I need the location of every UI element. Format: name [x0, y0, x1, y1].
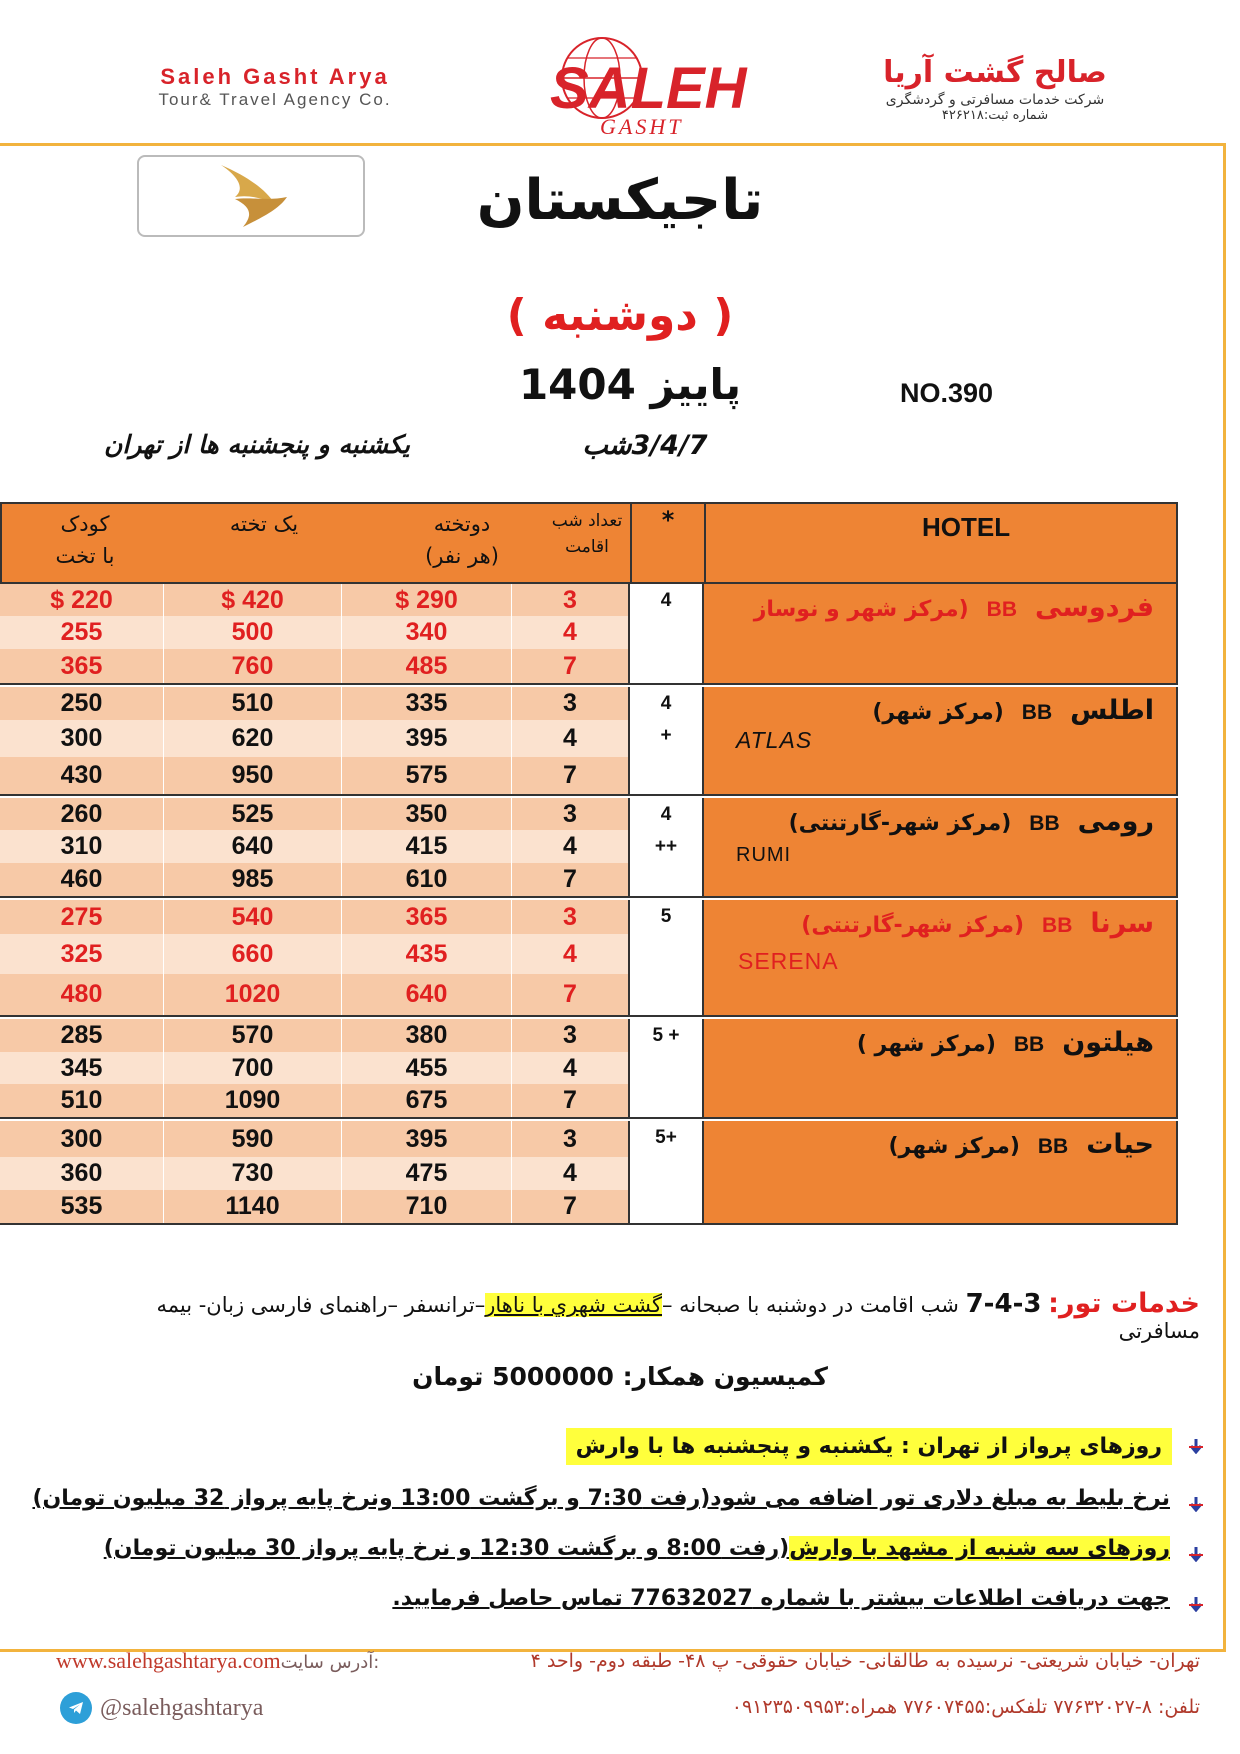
tour-number: NO.390 [900, 378, 994, 408]
price-nights-cell: 3 [563, 1021, 577, 1049]
company-name-fa-block [850, 55, 1140, 123]
hotel-name-line [888, 1129, 1154, 1160]
price-child-cell: 535 [0, 1190, 164, 1223]
stars-plus: ++ [654, 836, 678, 857]
header-hotel: HOTEL [922, 512, 1011, 542]
price-single-cell: $ 420 [164, 584, 342, 616]
hotel-description: (مرکز شهر ) [856, 1032, 996, 1057]
price-single-cell: 1140 [164, 1190, 342, 1223]
price-single-cell: 640 [164, 830, 342, 863]
price-single-cell: 620 [164, 720, 342, 757]
price-double-cell: 395 [342, 1121, 512, 1157]
stars-plus [630, 1149, 702, 1159]
note-text: جهت دریافت اطلاعات بیشتر با شماره 77632027 تماس حاصل فرمایید. [392, 1586, 1170, 1611]
stars-plus [630, 928, 702, 938]
right-border [1223, 143, 1226, 1651]
price-double-cell: 365 [342, 900, 512, 934]
price-single-cell: 590 [164, 1121, 342, 1157]
price-child-cell: 255 [0, 616, 164, 649]
header-child [50, 508, 120, 572]
bullet-arrow-icon [1188, 1496, 1204, 1512]
price-nights-cell: 4 [563, 1159, 577, 1187]
price-child-cell: 345 [0, 1052, 164, 1084]
price-double-cell: 435 [342, 934, 512, 974]
price-single-cell: 985 [164, 863, 342, 896]
header-single [214, 508, 314, 540]
bird-airline-logo-icon [139, 157, 363, 235]
header-nights-line2: اقامت [565, 537, 609, 557]
hotel-name-en: SERENA [738, 948, 839, 974]
price-child-cell: 260 [0, 798, 164, 830]
price-double-cell: 640 [342, 974, 512, 1015]
price-double-cell: 475 [342, 1157, 512, 1190]
hotel-board: BB [986, 598, 1018, 621]
price-single-cell: 950 [164, 757, 342, 794]
website-label: آدرس سایت: [280, 1652, 380, 1673]
table-row [0, 1190, 628, 1223]
hotel-description: (مرکز شهر-گارتنتی) [788, 811, 1012, 836]
header-nights-line1: تعداد شب [551, 511, 623, 531]
hotel-info [704, 900, 1178, 1017]
price-single-cell: 660 [164, 934, 342, 974]
price-double-cell: 350 [342, 798, 512, 830]
price-nights-cell: 3 [563, 689, 577, 717]
stars-plus [630, 612, 702, 622]
hotel-description: (مرکز شهر) [888, 1134, 1020, 1159]
company-name-en: Saleh Gasht Arya [160, 64, 390, 89]
price-single-cell: 500 [164, 616, 342, 649]
price-single-cell: 730 [164, 1157, 342, 1190]
table-row [0, 616, 628, 649]
header-star [630, 504, 706, 582]
table-row [0, 1019, 628, 1052]
table-row [0, 900, 628, 934]
note-highlight: روزهای پرواز از تهران : یکشنبه و پنجشنبه ها با وارش [575, 1434, 1162, 1459]
note-highlight: روزهای سه شنبه از مشهد با وارش [789, 1536, 1170, 1561]
price-double-cell: 340 [342, 616, 512, 649]
table-row [0, 1052, 628, 1084]
group-divider [0, 1223, 1178, 1225]
hotel-board: BB [1021, 701, 1053, 724]
hotel-stars [628, 1019, 704, 1119]
header-nights [542, 508, 632, 560]
header-child-line2: با تخت [55, 544, 115, 568]
header-double [402, 508, 522, 572]
price-child-cell: 480 [0, 974, 164, 1015]
price-child-cell: 250 [0, 687, 164, 720]
season-year: پاییز 1404 [518, 360, 742, 409]
price-single-cell: 700 [164, 1052, 342, 1084]
top-divider [0, 143, 1226, 146]
company-registration: شماره ثبت:۴۲۶۲۱۸ [941, 108, 1049, 123]
departure-day: ( دوشنبه ) [506, 290, 734, 341]
hotel-stars [628, 900, 704, 1017]
hotel-description: (مرکز شهر و نوساز [753, 597, 969, 622]
hotel-name: اطلس [1070, 695, 1154, 726]
hotel-group [0, 1121, 1178, 1225]
hotel-info [704, 687, 1178, 796]
price-single-cell: 1020 [164, 974, 342, 1015]
table-row [0, 584, 628, 616]
hotel-info [704, 1019, 1178, 1119]
price-double-cell: 335 [342, 687, 512, 720]
price-nights-cell: 4 [563, 939, 577, 968]
price-child-cell: $ 220 [0, 584, 164, 616]
hotel-name: هیلتون [1062, 1027, 1154, 1058]
stars-value: 5 [660, 906, 672, 927]
price-nights-cell: 7 [563, 980, 577, 1008]
hotel-info [704, 584, 1178, 685]
telegram-handle: @salehgashtarya [100, 1694, 264, 1721]
price-nights-cell: 7 [563, 761, 577, 789]
price-child-cell: 360 [0, 1157, 164, 1190]
hotel-board: BB [1029, 812, 1060, 835]
table-row [0, 863, 628, 896]
price-nights-cell: 3 [563, 902, 577, 931]
table-row [0, 649, 628, 683]
price-nights-cell: 7 [563, 865, 577, 893]
price-double-cell: 575 [342, 757, 512, 794]
note-item [392, 1586, 1170, 1611]
hotel-description: (مرکز شهر) [872, 700, 1004, 725]
group-divider [0, 1117, 1178, 1119]
hotel-board: BB [1037, 1135, 1069, 1158]
stars-value: 5+ [655, 1127, 677, 1148]
destination-title: تاجیکستان [476, 168, 764, 233]
stars-plus: + [660, 725, 672, 746]
hotel-group [0, 687, 1178, 796]
hotel-name-line [872, 695, 1154, 726]
services-label: خدمات تور: [1048, 1288, 1200, 1319]
hotel-name-line [801, 908, 1154, 939]
header-star-text: * [661, 506, 675, 534]
price-single-cell: 540 [164, 900, 342, 934]
price-single-cell: 760 [164, 649, 342, 683]
services-text1: شب اقامت در دوشنبه با صبحانه – [662, 1293, 966, 1317]
logo-main-text: SALEH [550, 56, 747, 121]
group-divider [0, 683, 1178, 685]
hotel-group [0, 900, 1178, 1017]
hotel-name-en: ATLAS [736, 727, 813, 753]
hotel-name: رومی [1077, 806, 1154, 837]
services-highlight: گشت شهري با ناهار [485, 1293, 662, 1317]
hotel-info [704, 798, 1178, 898]
price-child-cell: 310 [0, 830, 164, 863]
bullet-arrow-icon [1188, 1438, 1204, 1454]
hotel-stars [628, 1121, 704, 1225]
hotel-board: BB [1013, 1033, 1045, 1056]
price-table [0, 502, 1178, 1282]
hotel-name: حیات [1086, 1129, 1154, 1160]
price-child-cell: 275 [0, 900, 164, 934]
header-double-line1: دوتخته [433, 512, 491, 536]
price-double-cell: 675 [342, 1084, 512, 1117]
departure-days-from-tehran: یکشنبه و پنجشنبه ها از تهران [104, 430, 410, 459]
table-row [0, 934, 628, 974]
price-double-cell: 395 [342, 720, 512, 757]
hotel-name: سرنا [1090, 908, 1154, 939]
footer-website [56, 1648, 379, 1674]
price-nights-cell: 4 [563, 724, 577, 752]
note-text: نرخ بلیط به مبلغ دلاری تور اضافه می شود(رفت 7:30 و برگشت 13:00 ونرخ پایه پرواز 32 میلیون تومان) [32, 1486, 1170, 1511]
price-single-cell: 1090 [164, 1084, 342, 1117]
stars-value: 4 [660, 693, 672, 714]
hotel-info [704, 1121, 1178, 1225]
table-row [0, 1157, 628, 1190]
hotel-group [0, 1019, 1178, 1119]
company-name-en-block [130, 64, 420, 110]
services-text2: –ترانسفر –راهنمای فارسی زبان- بیمه مسافرتی [156, 1293, 1200, 1343]
hotel-stars [628, 687, 704, 796]
table-row [0, 798, 628, 830]
company-subtitle-fa: شرکت خدمات مسافرتی و گردشگری [885, 92, 1105, 108]
group-divider [0, 896, 1178, 898]
stars-value: 4 [660, 804, 672, 825]
bullet-arrow-icon [1188, 1546, 1204, 1562]
table-header-row [0, 502, 1178, 584]
price-nights-cell: 4 [563, 1053, 577, 1082]
table-row [0, 720, 628, 757]
table-row [0, 757, 628, 794]
hotel-group [0, 798, 1178, 898]
note-item [104, 1536, 1170, 1561]
price-nights-cell: 4 [563, 618, 577, 646]
airline-logo-box [137, 155, 365, 237]
price-child-cell: 300 [0, 720, 164, 757]
footer-address: تهران- خیابان شریعتی- نرسیده به طالقانی- خیابان حقوقی- پ ۴۸- طبقه دوم- واحد ۴ [530, 1650, 1200, 1672]
price-nights-cell: 7 [563, 651, 577, 680]
hotel-name-line [857, 1027, 1154, 1058]
price-nights-cell: 3 [563, 585, 577, 614]
hotel-board: BB [1042, 914, 1073, 937]
hotel-description: (مرکز شهر-گارتنتی) [801, 913, 1025, 938]
company-tagline-en: Tour& Travel Agency Co. [158, 90, 392, 109]
group-divider [0, 794, 1178, 796]
price-double-cell: 415 [342, 830, 512, 863]
hotel-name-line [789, 806, 1154, 837]
tour-services [90, 1288, 1200, 1343]
hotel-stars [628, 584, 704, 685]
price-nights-cell: 4 [563, 832, 577, 860]
services-nights: 3-4-7 [965, 1289, 1042, 1319]
stars-plus [630, 1047, 702, 1057]
price-double-cell: 380 [342, 1019, 512, 1052]
header-double-line2: (هر نفر) [425, 544, 499, 568]
price-double-cell: 710 [342, 1190, 512, 1223]
telegram-icon [60, 1692, 92, 1724]
price-nights-cell: 7 [563, 1086, 577, 1114]
note-item [32, 1486, 1170, 1511]
price-double-cell: 485 [342, 649, 512, 683]
table-row [0, 1121, 628, 1157]
price-nights-cell: 7 [563, 1192, 577, 1220]
table-row [0, 687, 628, 720]
hotel-stars [628, 798, 704, 898]
hotel-name: فردوسی [1035, 592, 1154, 623]
footer-phones: تلفن: ۸-۷۷۶۳۲۰۲۷ تلفکس:۷۷۶۰۷۴۵۵ همراه:۰۹۱۲۳۵۰۹۹۵۳ [731, 1696, 1200, 1718]
price-child-cell: 300 [0, 1121, 164, 1157]
stars-value: 4 [660, 590, 672, 611]
price-nights-cell: 3 [563, 799, 577, 828]
price-double-cell: 455 [342, 1052, 512, 1084]
price-single-cell: 570 [164, 1019, 342, 1052]
table-row [0, 830, 628, 863]
table-row [0, 974, 628, 1015]
price-child-cell: 510 [0, 1084, 164, 1117]
price-child-cell: 285 [0, 1019, 164, 1052]
partner-commission: کمیسیون همکار: 5000000 تومان [412, 1362, 828, 1391]
price-child-cell: 430 [0, 757, 164, 794]
nights-options: 3/4/7شب [582, 430, 708, 461]
stars-value: 5 + [652, 1025, 680, 1046]
hotel-name-en: RUMI [736, 844, 792, 866]
header-child-line1: کودک [60, 512, 110, 536]
price-single-cell: 510 [164, 687, 342, 720]
table-row [0, 1084, 628, 1117]
note-text: (رفت 8:00 و برگشت 12:30 و نرخ پایه پرواز 30 میلیون تومان) [103, 1536, 790, 1561]
website-link[interactable]: www.salehgashtarya.com [56, 1648, 281, 1673]
hotel-name-line [754, 592, 1154, 623]
price-child-cell: 325 [0, 934, 164, 974]
bullet-arrow-icon [1188, 1596, 1204, 1612]
price-double-cell: 610 [342, 863, 512, 896]
hotel-group [0, 584, 1178, 685]
company-name-fa: صالح گشت آریا [883, 55, 1107, 90]
saleh-gasht-logo [540, 30, 760, 140]
price-child-cell: 365 [0, 649, 164, 683]
price-single-cell: 525 [164, 798, 342, 830]
price-nights-cell: 3 [563, 1124, 577, 1153]
price-child-cell: 460 [0, 863, 164, 896]
price-double-cell: $ 290 [342, 584, 512, 616]
note-item [566, 1428, 1172, 1465]
logo-sub-text: GASHT [600, 114, 684, 139]
header-single-line1: یک تخته [229, 512, 299, 536]
group-divider [0, 1015, 1178, 1017]
footer-telegram[interactable] [60, 1692, 263, 1724]
